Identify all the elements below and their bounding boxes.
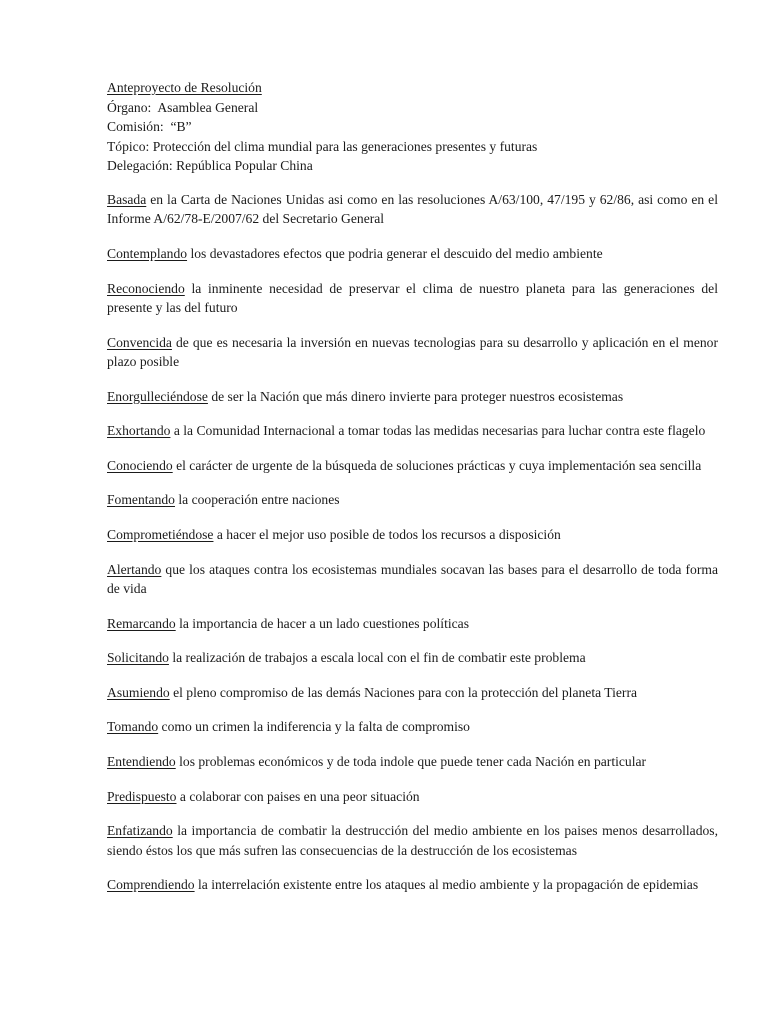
clause-keyword: Exhortando: [107, 423, 171, 439]
clause-keyword: Conociendo: [107, 457, 173, 473]
clause-keyword: Basada: [107, 191, 147, 207]
clause-keyword: Alertando: [107, 561, 162, 577]
clause-paragraph: [107, 279, 718, 318]
clause-keyword: Fomentando: [107, 492, 175, 508]
document-header: [107, 78, 718, 176]
clause-text: de que es necesaria la inversión en nuevas tecnologias para su desarrollo y aplicación en el menor plazo posible: [107, 334, 718, 370]
clause-keyword: Comprometiéndose: [107, 527, 214, 542]
header-field-comision-label: Comisión:: [107, 119, 164, 135]
clause-text: los devastadores efectos que podria generar el descuido del medio ambiente: [187, 245, 603, 261]
clause-paragraph: [107, 525, 718, 545]
clause-text: que los ataques contra los ecosistemas mundiales socavan las bases para el desarrollo de toda forma de vida: [107, 561, 718, 597]
clause-text: a colaborar con paises en una peor situación: [176, 788, 420, 804]
header-field-comision-value: “B”: [170, 119, 192, 135]
clause-text: a la Comunidad Internacional a tomar todas las medidas necesarias para luchar contra este flagelo: [170, 423, 706, 439]
header-field-organo-value: Asamblea General: [157, 99, 259, 115]
header-field-organo-label: Órgano:: [107, 99, 152, 115]
clause-paragraph: [107, 456, 718, 476]
clause-text: la interrelación existente entre los ataques al medio ambiente y la propagación de epidemias: [194, 877, 699, 893]
clause-keyword: Entendiendo: [107, 753, 176, 769]
clause-text: la importancia de hacer a un lado cuestiones políticas: [175, 615, 469, 631]
clause-text: los problemas económicos y de toda indole que puede tener cada Nación en particular: [175, 753, 647, 769]
clause-paragraph: [107, 752, 718, 772]
clause-text: la realización de trabajos a escala local con el fin de combatir este problema: [168, 650, 586, 666]
clause-paragraph: [107, 614, 718, 634]
clause-keyword: Enfatizando: [107, 823, 173, 839]
clause-paragraph: [107, 717, 718, 737]
clause-text: la cooperación entre naciones: [174, 492, 340, 508]
clause-paragraph: [107, 875, 718, 895]
clause-text: a hacer el mejor uso posible de todos los recursos a disposición: [213, 527, 561, 542]
clause-keyword: Predispuesto: [107, 788, 177, 804]
page-title-text: Anteproyecto de Resolución: [107, 80, 262, 95]
clause-paragraph: [107, 421, 718, 441]
clause-paragraph: [107, 683, 718, 703]
clause-keyword: Tomando: [107, 719, 159, 735]
clause-paragraph: [107, 490, 718, 510]
clause-text: el carácter de urgente de la búsqueda de soluciones prácticas y cuya implementación sea sencilla: [172, 457, 702, 473]
header-field-organo: [107, 98, 718, 118]
clause-paragraph: [107, 821, 718, 860]
clause-text: como un crimen la indiferencia y la falta de compromiso: [158, 719, 470, 735]
clause-paragraph: [107, 190, 718, 229]
clause-text: la importancia de combatir la destrucción del medio ambiente en los paises menos desarrollados, siendo éstos los que más sufren las consecuencias de la destrucción de los ecosistemas: [107, 823, 718, 858]
clause-paragraph: [107, 387, 718, 407]
header-field-delegacion-label: Delegación:: [107, 158, 173, 174]
clause-paragraph: [107, 787, 718, 807]
clause-keyword: Remarcando: [107, 615, 176, 631]
header-field-topico-label: Tópico:: [107, 138, 150, 154]
clause-keyword: Solicitando: [107, 650, 169, 666]
clause-list: [107, 190, 718, 895]
clause-keyword: Convencida: [107, 334, 172, 350]
clause-text: en la Carta de Naciones Unidas asi como en las resoluciones A/63/100, 47/195 y 62/86, asi como en el Informe A/62/78-E/2007/62 del Secretario General: [107, 191, 718, 227]
clause-keyword: Comprendiendo: [107, 877, 195, 893]
header-field-topico-value: Protección del clima mundial para las generaciones presentes y futuras: [152, 138, 538, 154]
clause-keyword: Contemplando: [107, 245, 188, 261]
header-field-delegacion: [107, 156, 718, 176]
clause-keyword: Asumiendo: [107, 684, 170, 700]
clause-paragraph: [107, 648, 718, 668]
header-field-topico: [107, 137, 718, 157]
header-field-delegacion-value: República Popular China: [176, 158, 313, 174]
clause-paragraph: [107, 560, 718, 599]
header-field-comision: [107, 117, 718, 137]
clause-keyword: Enorgulleciéndose: [107, 388, 208, 404]
document-body: [107, 78, 718, 895]
clause-paragraph: [107, 333, 718, 372]
clause-text: de ser la Nación que más dinero invierte para proteger nuestros ecosistemas: [207, 388, 624, 404]
page-title: [107, 78, 718, 98]
clause-text: el pleno compromiso de las demás Naciones para con la protección del planeta Tierra: [169, 684, 638, 700]
clause-paragraph: [107, 244, 718, 264]
clause-text: la inminente necesidad de preservar el clima de nuestro planeta para las generaciones del presente y las del futuro: [107, 280, 718, 316]
clause-keyword: Reconociendo: [107, 280, 185, 296]
